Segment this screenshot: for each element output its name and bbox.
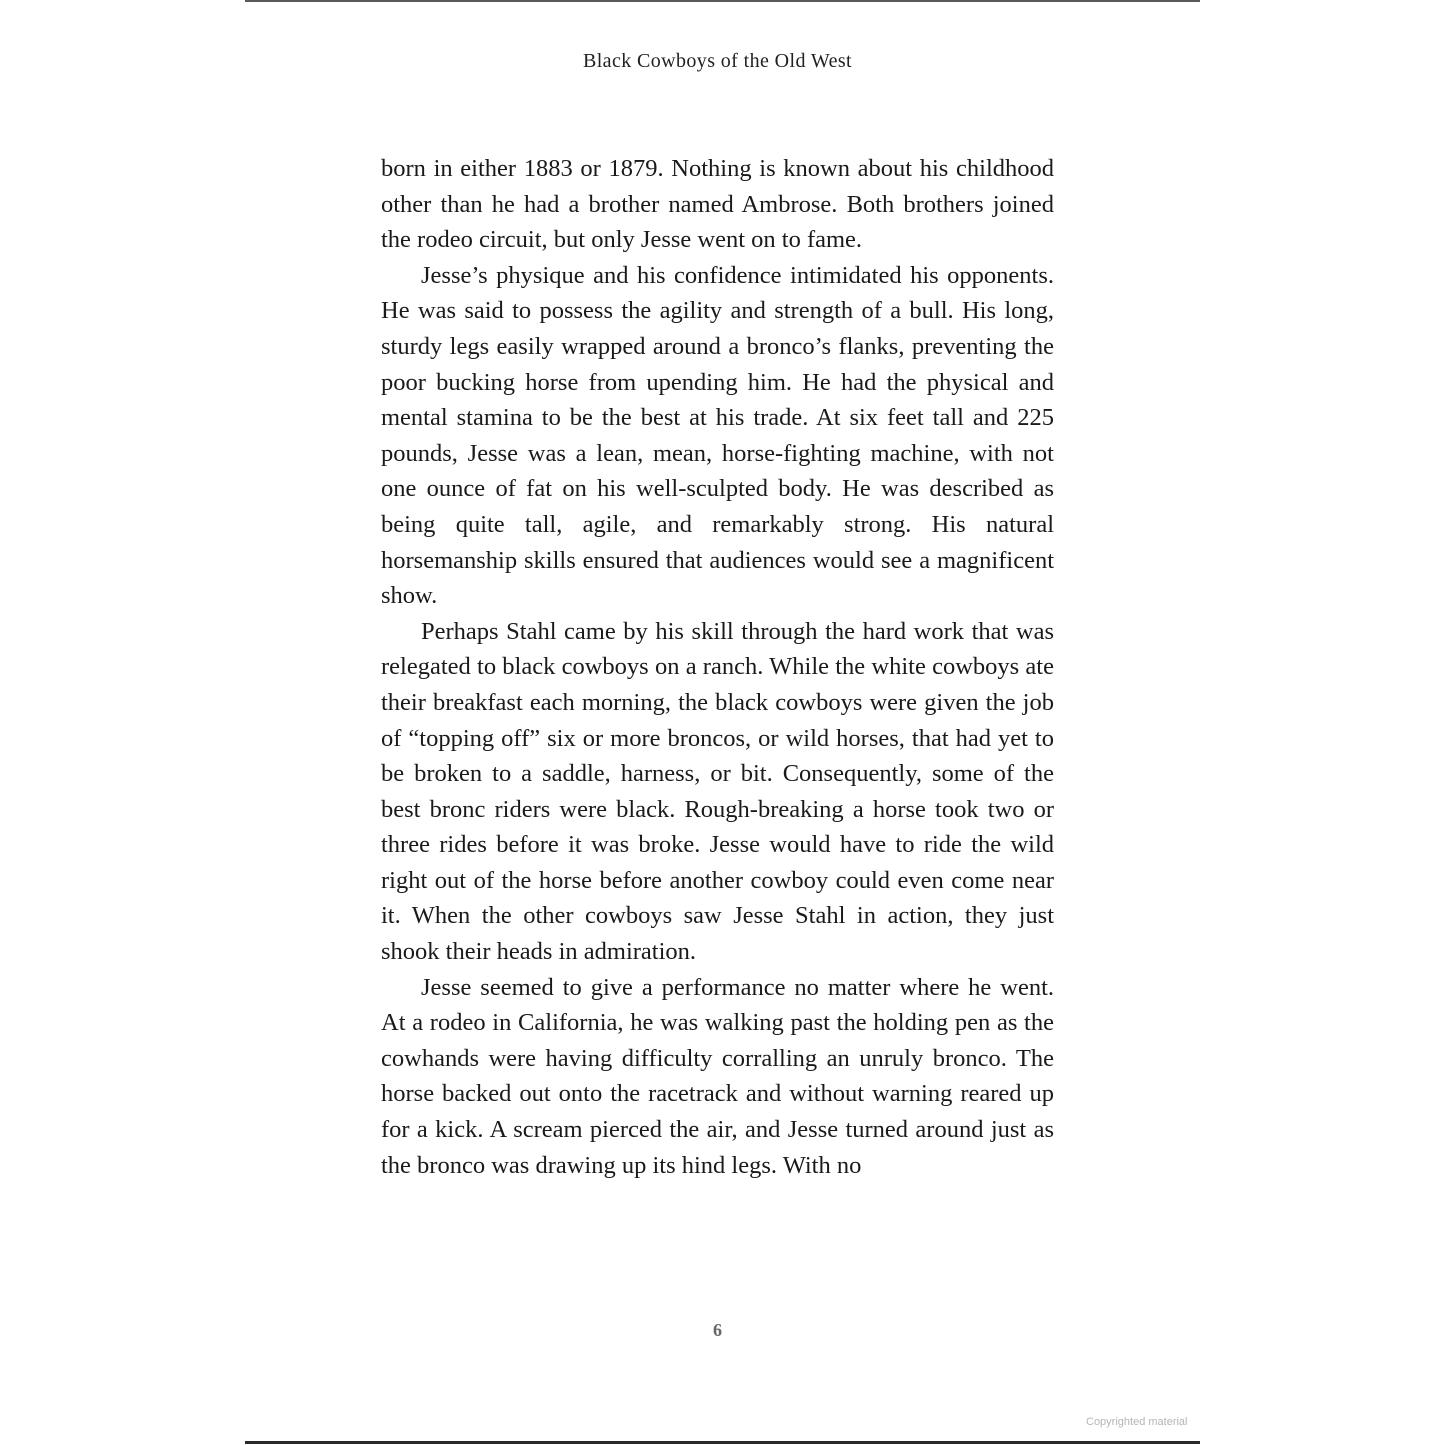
paragraph-4: Jesse seemed to give a performance no matter where he went. At a rodeo in California, he was walking past the holding pen as the cowhands were having difficulty corralling an unruly bronco. The horse backed out onto the racetrack and without warning reared up for a kick. A scream pierced the air, and Jesse turned around just as the bronco was drawing up its hind legs. With no bbox=[381, 973, 1054, 1179]
copyright-watermark: Copyrighted material bbox=[1086, 1416, 1188, 1428]
body-text bbox=[381, 151, 1054, 1183]
page-number: 6 bbox=[713, 1320, 722, 1340]
bottom-rule bbox=[245, 1441, 1200, 1444]
paragraph-1: born in either 1883 or 1879. Nothing is known about his childhood other than he had a brother named Ambrose. Both brothers joined the rodeo circuit, but only Jesse went on to fame. bbox=[381, 155, 1054, 254]
paragraph-2: Jesse’s physique and his confidence intimidated his opponents. He was said to possess the agility and strength of a bull. His long, sturdy legs easily wrapped around a bronco’s flanks, preventing the poor bucking horse from upending him. He had the physical and mental stamina to be the best at his trade. At six feet tall and 225 pounds, Jesse was a lean, mean, horse-fighting machine, with not one ounce of fat on his well-sculpted body. He was described as being quite tall, agile, and remarkably strong. His natural horsemanship skills ensured that audiences would see a magnificent show. bbox=[381, 261, 1054, 610]
top-rule bbox=[245, 0, 1200, 2]
running-head: Black Cowboys of the Old West bbox=[582, 50, 853, 72]
paragraph-3: Perhaps Stahl came by his skill through the hard work that was relegated to black cowboys on a ranch. While the white cowboys ate their breakfast each morning, the black cowboys were given the job of “topping off” six or more broncos, or wild horses, that had yet to be broken to a saddle, harness, or bit. Consequently, some of the best bronc riders were black. Rough-breaking a horse took two or three rides before it was broke. Jesse would have to ride the wild right out of the horse before another cowboy could even come near it. When the other cowboys saw Jesse Stahl in action, they just shook their heads in admiration. bbox=[381, 617, 1054, 966]
